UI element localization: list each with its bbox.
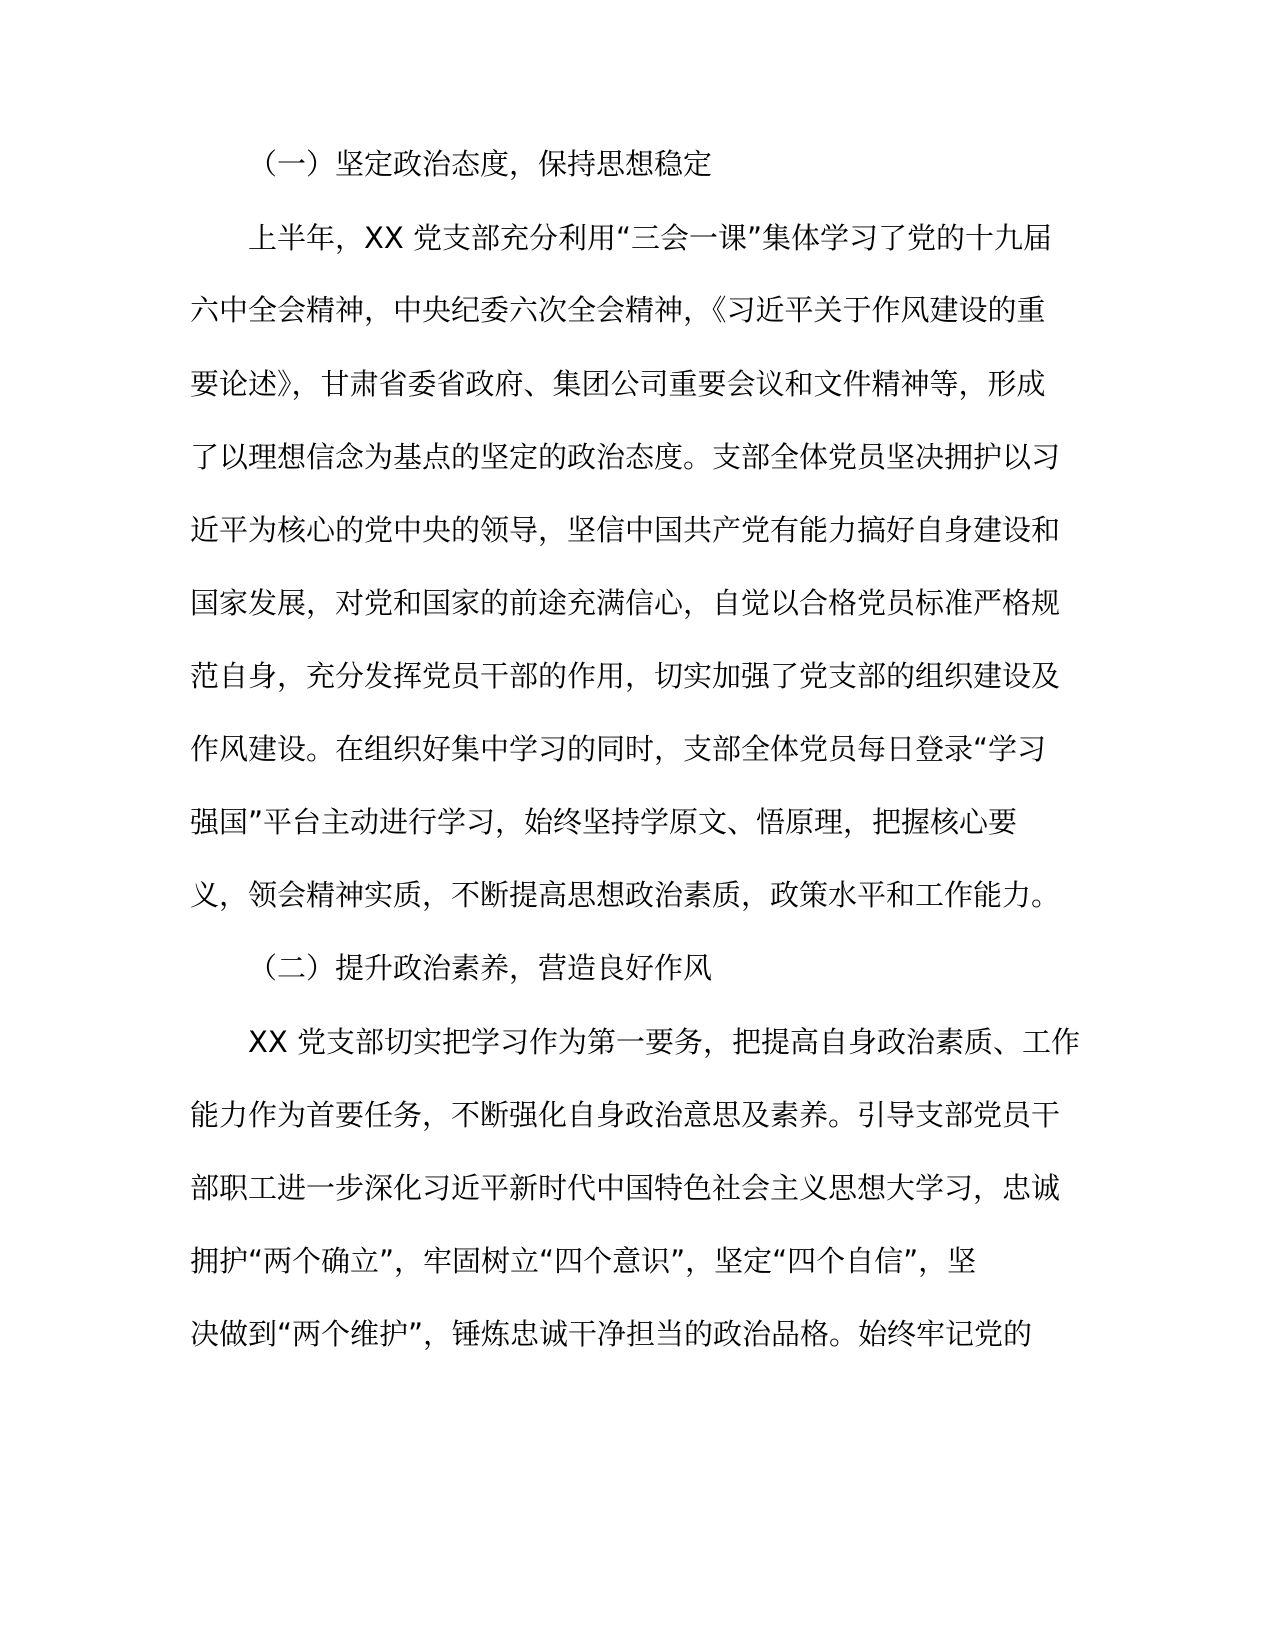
paragraph-2-line-3: 部职工进一步深化习近平新时代中国特色社会主义思想大学习，忠诚 [190,1171,1061,1205]
paragraph-1-line-5: 近平为核心的党中央的领导，坚信中国共产党有能力搞好自身建设和 [190,513,1061,547]
paragraph-1-line-3: 要论述》，甘肃省委省政府、集团公司重要会议和文件精神等，形成 [190,367,1046,401]
paragraph-1-line-9: 强国”平台主动进行学习，始终坚持学原文、悟原理，把握核心要 [190,805,1018,839]
paragraph-1-line-7: 范自身，充分发挥党员干部的作用，切实加强了党支部的组织建设及 [190,659,1061,693]
section-heading-1: （一）坚定政治态度，保持思想稳定 [248,147,713,181]
paragraph-1-line-6: 国家发展，对党和国家的前途充满信心，自觉以合格党员标准严格规 [190,586,1061,620]
paragraph-2-line-2: 能力作为首要任务，不断强化自身政治意思及素养。引导支部党员干 [190,1098,1061,1132]
paragraph-1-line-8: 作风建设。在组织好集中学习的同时，支部全体党员每日登录“学习 [190,732,1047,766]
paragraph-2-line-4: 拥护“两个确立”，牢固树立“四个意识”，坚定“四个自信”，坚 [190,1244,977,1278]
paragraph-2-line-5: 决做到“两个维护”，锤炼忠诚干净担当的政治品格。始终牢记党的 [190,1317,1033,1351]
section-heading-2: （二）提升政治素养，营造良好作风 [248,951,713,985]
paragraph-1-line-4: 了以理想信念为基点的坚定的政治态度。支部全体党员坚决拥护以习 [190,440,1061,474]
paragraph-1-line-10: 义，领会精神实质，不断提高思想政治素质，政策水平和工作能力。 [190,878,1061,912]
paragraph-2-line-1: XX 党支部切实把学习作为第一要务，把提高自身政治素质、工作 [248,1025,1080,1059]
paragraph-1-line-2: 六中全会精神，中央纪委六次全会精神，《习近平关于作风建设的重 [190,293,1046,327]
paragraph-1-line-1: 上半年，XX 党支部充分利用“三会一课”集体学习了党的十九届 [248,221,1053,255]
